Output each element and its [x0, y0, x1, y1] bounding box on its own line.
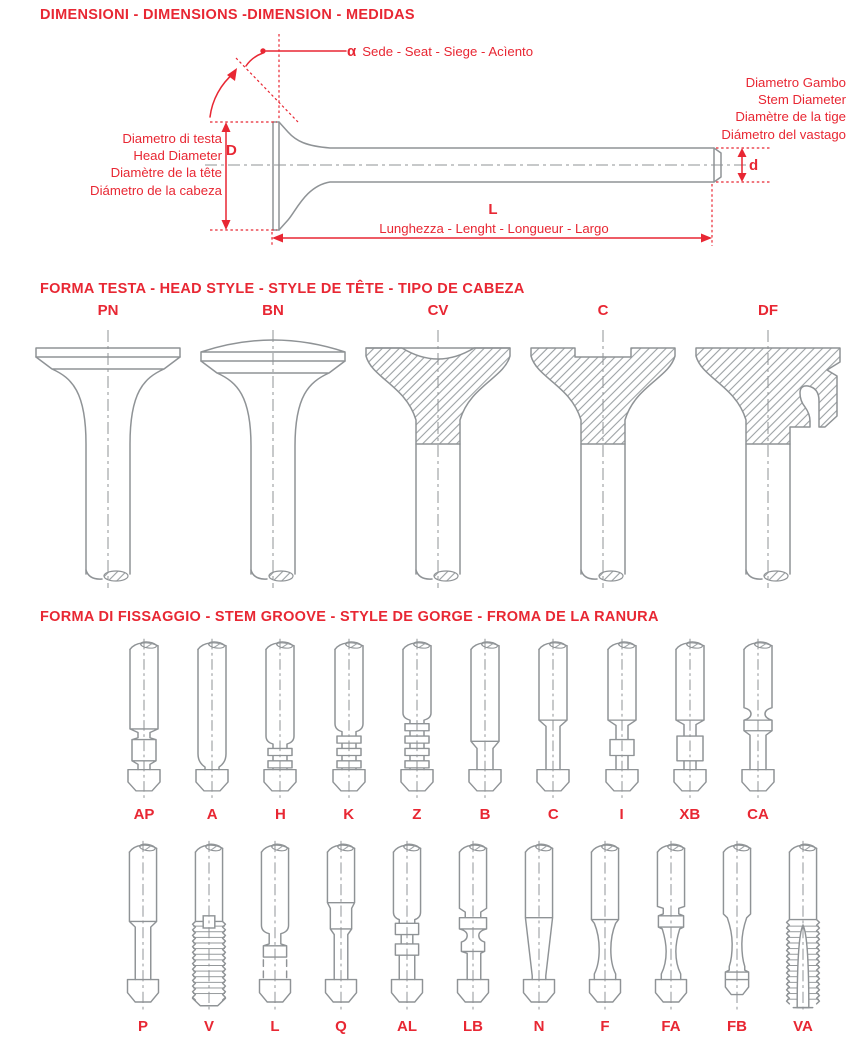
head-style-item-c: [523, 302, 683, 592]
stem-groove-item-p: [112, 839, 174, 1035]
stem-groove-drawing-ca: [726, 637, 790, 805]
head-diameter-line-it: Diametro di testa: [122, 131, 222, 146]
dimensions-section: [0, 0, 860, 272]
stem-groove-label: FA: [661, 1018, 681, 1035]
stem-groove-label: AL: [397, 1018, 417, 1035]
stem-groove-item-va: [772, 839, 834, 1035]
stem-groove-drawing-f: [574, 839, 636, 1017]
head-style-label: BN: [262, 302, 284, 319]
stem-groove-drawing-i: [590, 637, 654, 805]
stem-groove-drawing-va: [772, 839, 834, 1017]
stem-groove-label: Q: [335, 1018, 347, 1035]
stem-groove-item-lb: [442, 839, 504, 1035]
head-styles-row: [28, 302, 848, 592]
stem-groove-drawing-z: [385, 637, 449, 805]
head-style-label: PN: [97, 302, 119, 319]
stem-groove-label: I: [619, 806, 624, 823]
dimensions-title: DIMENSIONI - DIMENSIONS -DIMENSION - MEDIDAS: [40, 7, 415, 23]
length-label: Lunghezza - Lenght - Longueur - Largo: [379, 221, 609, 236]
head-style-drawing-df: [688, 326, 848, 592]
stem-grooves-row-2: [112, 839, 834, 1035]
head-style-item-cv: [358, 302, 518, 592]
head-style-item-bn: [193, 302, 353, 592]
stem-groove-item-f: [574, 839, 636, 1035]
stem-groove-drawing-k: [317, 637, 381, 805]
stem-groove-drawing-q: [310, 839, 372, 1017]
stem-groove-item-a: [180, 637, 244, 823]
head-style-drawing-bn: [193, 326, 353, 592]
stem-groove-label: L: [270, 1018, 280, 1035]
stem-groove-drawing-ap: [112, 637, 176, 805]
head-style-drawing-c: [523, 326, 683, 592]
stem-diameter-line-en: Stem Diameter: [758, 92, 846, 108]
head-style-drawing-pn: [28, 326, 188, 592]
head-diameter-line-en: Head Diameter: [133, 148, 222, 164]
stem-groove-item-ca: [726, 637, 790, 823]
seat-angle-arc: [210, 73, 234, 117]
stem-groove-item-n: [508, 839, 570, 1035]
stem-groove-item-h: [248, 637, 312, 823]
stem-diameter-line-it: Diametro Gambo: [745, 75, 846, 90]
seat-angle-label: [347, 43, 533, 60]
stem-groove-label: Z: [412, 806, 422, 823]
stem-groove-drawing-b: [453, 637, 517, 805]
stem-groove-label: VA: [793, 1018, 813, 1035]
stem-groove-label: N: [533, 1018, 545, 1035]
stem-diameter-letter: d: [749, 157, 759, 174]
stem-diameter-labels: [640, 74, 846, 143]
length-letter: L: [488, 201, 498, 218]
stem-groove-drawing-a: [180, 637, 244, 805]
stem-groove-drawing-n: [508, 839, 570, 1017]
stem-groove-item-k: [317, 637, 381, 823]
head-diameter-letter: D: [226, 142, 237, 159]
stem-groove-drawing-v: [178, 839, 240, 1017]
seat-label-text: Sede - Seat - Siege - Acìento: [362, 44, 534, 59]
stem-diameter-line-fr: Diamètre de la tige: [735, 109, 846, 125]
stem-groove-item-fa: [640, 839, 702, 1035]
stem-groove-drawing-fb: [706, 839, 768, 1017]
stem-groove-label: F: [600, 1018, 610, 1035]
head-style-label: DF: [758, 302, 778, 319]
stem-groove-item-al: [376, 839, 438, 1035]
head-diameter-line-es: Diámetro de la cabeza: [90, 182, 222, 198]
head-diameter-dimension: [222, 122, 231, 230]
stem-diameter-line-es: Diámetro del vastago: [721, 126, 846, 142]
stem-groove-drawing-p: [112, 839, 174, 1017]
stem-grooves-row-1: [112, 637, 790, 823]
stem-groove-drawing-l: [244, 839, 306, 1017]
stem-groove-label: XB: [679, 806, 701, 823]
stem-groove-label: AP: [133, 806, 155, 823]
stem-groove-label: K: [343, 806, 355, 823]
stem-groove-label: A: [206, 806, 218, 823]
stem-groove-label: CA: [747, 806, 769, 823]
stem-groove-drawing-c: [521, 637, 585, 805]
head-style-item-df: [688, 302, 848, 592]
head-style-drawing-cv: [358, 326, 518, 592]
stem-groove-label: LB: [463, 1018, 483, 1035]
stem-groove-label: V: [203, 1018, 214, 1035]
stem-groove-label: P: [137, 1018, 148, 1035]
stem-groove-item-c: [521, 637, 585, 823]
stem-groove-label: FB: [727, 1018, 747, 1035]
head-style-label: C: [597, 302, 609, 319]
head-style-item-pn: [28, 302, 188, 592]
stem-groove-label: C: [547, 806, 559, 823]
stem-groove-item-b: [453, 637, 517, 823]
stem-groove-item-q: [310, 839, 372, 1035]
stem-groove-label: B: [479, 806, 491, 823]
stem-groove-item-l: [244, 839, 306, 1035]
stem-groove-drawing-h: [248, 637, 312, 805]
head-diameter-labels: [8, 130, 222, 199]
head-diameter-line-fr: Diamètre de la tête: [110, 165, 222, 181]
alpha-symbol: α: [347, 43, 357, 60]
stem-grooves-title: FORMA DI FISSAGGIO - STEM GROOVE - STYLE DE GORGE - FROMA DE LA RANURA: [40, 609, 659, 625]
head-style-label: CV: [427, 302, 449, 319]
head-styles-title: FORMA TESTA - HEAD STYLE - STYLE DE TÊTE - TIPO DE CABEZA: [40, 281, 525, 297]
stem-groove-item-v: [178, 839, 240, 1035]
stem-groove-drawing-fa: [640, 839, 702, 1017]
stem-groove-item-i: [590, 637, 654, 823]
stem-groove-drawing-xb: [658, 637, 722, 805]
stem-groove-drawing-al: [376, 839, 438, 1017]
stem-groove-label: H: [275, 806, 286, 823]
stem-groove-item-fb: [706, 839, 768, 1035]
stem-groove-item-xb: [658, 637, 722, 823]
stem-groove-item-z: [385, 637, 449, 823]
stem-groove-drawing-lb: [442, 839, 504, 1017]
stem-groove-item-ap: [112, 637, 176, 823]
